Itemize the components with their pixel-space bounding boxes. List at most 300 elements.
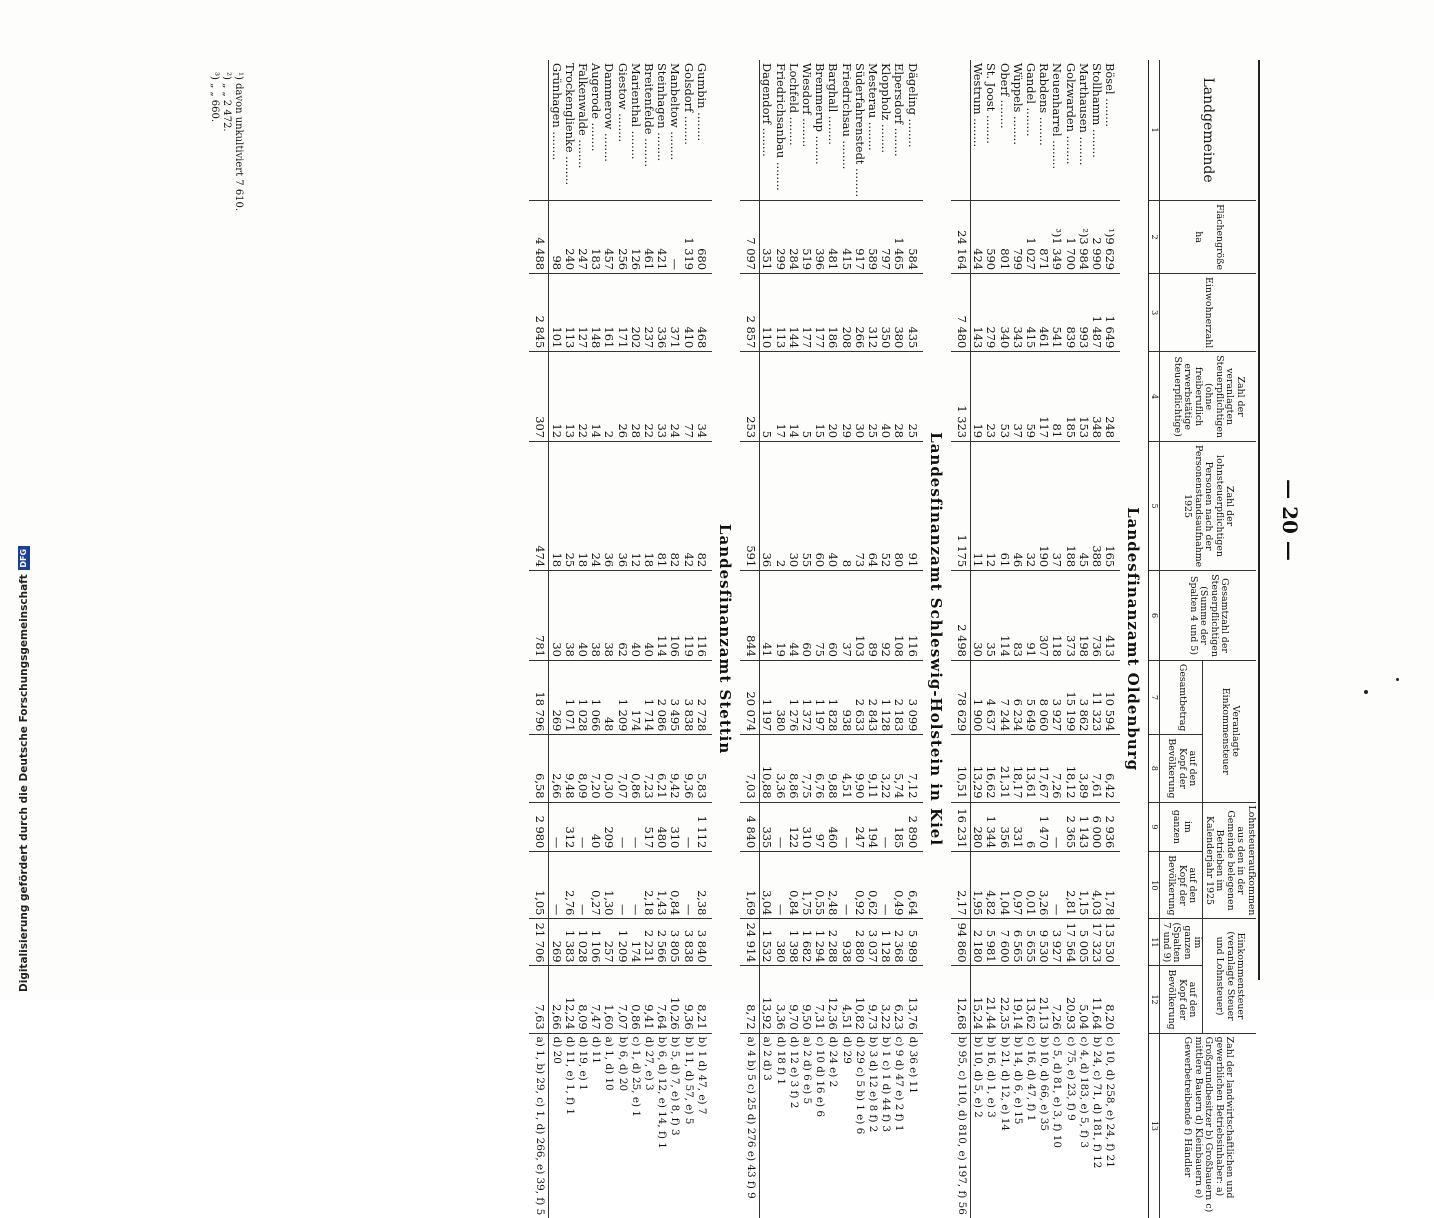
gemeinde-name-text: Manbeltow bbox=[668, 63, 683, 128]
table-cell: 0,92 bbox=[853, 852, 866, 919]
total-cell: 307 bbox=[529, 352, 549, 442]
table-cell: 18 bbox=[549, 441, 563, 570]
gemeinde-name bbox=[1077, 60, 1090, 201]
table-row bbox=[853, 60, 866, 1218]
table-cell: 481 bbox=[826, 201, 839, 274]
table-cell: 4,03 bbox=[1090, 852, 1103, 919]
gemeinde-name bbox=[892, 60, 905, 201]
leader-dots: ........ bbox=[786, 113, 801, 146]
table-cell: b) 5, d) 7, e) 8, f) 3 bbox=[668, 1033, 681, 1218]
table-cell: — bbox=[773, 852, 786, 919]
table-cell: 993 bbox=[1077, 274, 1090, 352]
header-flaeche-unit: ha bbox=[1193, 231, 1204, 243]
gemeinde-name bbox=[787, 60, 800, 201]
table-cell: 7,31 bbox=[813, 966, 826, 1033]
table-cell: — bbox=[576, 852, 589, 919]
leader-dots: ........ bbox=[1103, 94, 1118, 128]
table-cell: 266 bbox=[853, 274, 866, 352]
total-cell: 474 bbox=[529, 441, 549, 570]
leader-dots: ........ bbox=[602, 129, 617, 162]
table-cell: d) 20 bbox=[549, 1033, 563, 1218]
table-cell: — bbox=[839, 852, 852, 919]
section-heading-row bbox=[1120, 60, 1149, 1218]
table-cell: 310 bbox=[800, 802, 813, 852]
leader-dots: ........ bbox=[575, 135, 590, 169]
table-cell: 335 bbox=[760, 802, 774, 852]
table-cell: 15,24 bbox=[971, 966, 985, 1033]
table-cell: 7,07 bbox=[615, 966, 628, 1033]
table-row bbox=[1077, 60, 1090, 1218]
table-cell: 1,43 bbox=[655, 852, 668, 919]
table-cell: 356 bbox=[997, 802, 1010, 852]
table-cell: d) 11, e) 1, f) 1 bbox=[563, 1033, 576, 1218]
table-cell: 24 bbox=[589, 441, 602, 570]
table-cell: 799 bbox=[1011, 201, 1024, 274]
table-cell: 37 bbox=[1050, 441, 1063, 570]
table-body bbox=[529, 60, 1149, 1218]
table-cell: 126 bbox=[629, 201, 642, 274]
table-cell: 1 294 bbox=[813, 919, 826, 966]
table-cell: 17 323 bbox=[1090, 919, 1103, 966]
gemeinde-name-text: Golsdorf bbox=[681, 63, 696, 113]
table-cell: 153 bbox=[1077, 352, 1090, 442]
table-cell: 22 bbox=[576, 352, 589, 442]
table-cell: 421 bbox=[655, 201, 668, 274]
table-cell: 938 bbox=[839, 660, 852, 734]
table-row bbox=[629, 60, 642, 1218]
gemeinde-name bbox=[813, 60, 826, 201]
table-cell: c) 4, d) 183, e) 5, f) 3 bbox=[1077, 1033, 1090, 1218]
table-cell: 6,23 bbox=[892, 966, 905, 1033]
table-cell: 21,44 bbox=[984, 966, 997, 1033]
header-gesamtbetrag: Gesamtbetrag bbox=[1160, 660, 1203, 734]
table-cell: 1 276 bbox=[787, 660, 800, 734]
table-cell: 98 bbox=[549, 201, 563, 274]
table-cell: 1 532 bbox=[760, 919, 774, 966]
table-cell: 0,01 bbox=[1024, 852, 1037, 919]
table-cell: 11,64 bbox=[1090, 966, 1103, 1033]
table-cell: 312 bbox=[563, 802, 576, 852]
table-cell: 1 027 bbox=[1024, 201, 1037, 274]
table-cell: a) 2 d) 3 bbox=[760, 1033, 774, 1218]
gemeinde-name-text: Kloppholz bbox=[879, 63, 894, 121]
total-cell: 7 097 bbox=[740, 201, 760, 274]
table-cell: 350 bbox=[879, 274, 892, 352]
table-cell: 13,76 bbox=[905, 966, 922, 1033]
total-cell: 4 840 bbox=[740, 802, 760, 852]
table-cell: 17,67 bbox=[1037, 735, 1050, 802]
table-cell: 6,64 bbox=[905, 852, 922, 919]
table-cell: 82 bbox=[668, 441, 681, 570]
table-cell: 4,51 bbox=[839, 966, 852, 1033]
table-cell: ²)3 984 bbox=[1077, 201, 1090, 274]
table-cell: 7,07 bbox=[615, 735, 628, 802]
table-cell: b) 16, d) 1, e) 3 bbox=[984, 1033, 997, 1218]
gemeinde-name-text: Friedrichsanbau bbox=[773, 63, 788, 159]
table-row bbox=[1011, 60, 1024, 1218]
table-cell: 312 bbox=[866, 274, 879, 352]
leader-dots: ........ bbox=[615, 109, 630, 143]
table-cell: 3,22 bbox=[879, 735, 892, 802]
table-cell: 202 bbox=[629, 274, 642, 352]
gemeinde-name bbox=[879, 60, 892, 201]
table-cell: 2,38 bbox=[695, 852, 712, 919]
table-row bbox=[549, 60, 563, 1218]
table-cell: 183 bbox=[589, 201, 602, 274]
table-cell: 113 bbox=[563, 274, 576, 352]
total-cell: a) 1, b) 29, c) 1, d) 266, e) 39, f) 5 bbox=[529, 1033, 549, 1218]
rotated-sheet bbox=[4, 60, 1314, 1216]
table-cell: 22 bbox=[642, 352, 655, 442]
table-cell: 19 bbox=[971, 352, 985, 442]
leader-dots: ........ bbox=[1024, 103, 1039, 137]
leader-dots: ........ bbox=[1063, 131, 1078, 165]
table-cell: 2 bbox=[602, 352, 615, 442]
table-cell: — bbox=[1050, 852, 1063, 919]
table-cell: 4,51 bbox=[839, 735, 852, 802]
table-cell: 1 398 bbox=[787, 919, 800, 966]
table-cell: 9,70 bbox=[787, 966, 800, 1033]
table-top-rule bbox=[1258, 60, 1260, 980]
gemeinde-name-text: Marienthal bbox=[628, 63, 643, 127]
table-cell: 110 bbox=[760, 274, 774, 352]
table-cell: 3 927 bbox=[1050, 919, 1063, 966]
table-row bbox=[602, 60, 615, 1218]
table-cell: 75 bbox=[813, 571, 826, 661]
table-cell: 1,60 bbox=[602, 966, 615, 1033]
table-cell: 584 bbox=[905, 201, 922, 274]
table-cell: 127 bbox=[576, 274, 589, 352]
table-cell: 13,62 bbox=[1024, 966, 1037, 1033]
table-cell: 1 066 bbox=[589, 660, 602, 734]
table-cell: 2 231 bbox=[642, 919, 655, 966]
table-cell: 410 bbox=[681, 274, 694, 352]
gemeinde-name bbox=[1037, 60, 1050, 201]
table-cell: c) 10, d) 258, e) 24, f) 21 bbox=[1103, 1033, 1120, 1218]
table-cell: d) 19, e) 1 bbox=[576, 1033, 589, 1218]
section-title: Landesfinanzamt Stettin bbox=[716, 523, 735, 755]
gemeinde-name bbox=[1024, 60, 1037, 201]
table-cell: 2,81 bbox=[1063, 852, 1076, 919]
table-cell: 736 bbox=[1090, 571, 1103, 661]
total-cell: 1 175 bbox=[951, 441, 971, 570]
table-cell: 40 bbox=[642, 571, 655, 661]
statistics-table bbox=[529, 60, 1256, 1218]
table-cell: 2,66 bbox=[549, 735, 563, 802]
header-veranlagte: Zahl der veranlagten Steuerpflichtigen (ohne freiberuflich erwerbstätige Steuerpflichtige) bbox=[1160, 352, 1256, 442]
table-cell: 11 bbox=[971, 441, 985, 570]
leader-dots: ........ bbox=[628, 126, 643, 160]
leader-dots: ........ bbox=[839, 136, 854, 170]
table-cell: b) 24, c) 71, d) 181, f) 12 bbox=[1090, 1033, 1103, 1218]
table-cell: 119 bbox=[681, 571, 694, 661]
table-cell: 590 bbox=[984, 201, 997, 274]
table-cell: 1 112 bbox=[695, 802, 712, 852]
gemeinde-name-text: Wiesdorf bbox=[800, 63, 815, 115]
total-cell: 10,51 bbox=[951, 735, 971, 802]
digitization-footer-text: Digitalisierung gefördert durch die Deutsche Forschungsgemeinschaft bbox=[18, 574, 30, 992]
total-row bbox=[740, 60, 760, 1218]
table-cell: 52 bbox=[879, 441, 892, 570]
table-cell: 6 234 bbox=[1011, 660, 1024, 734]
table-cell: 284 bbox=[787, 201, 800, 274]
gemeinde-name-text: Grünhagen bbox=[549, 63, 564, 128]
table-cell: d) 29 c) 5 b) 1 e) 6 bbox=[853, 1033, 866, 1218]
table-cell: 0,27 bbox=[589, 852, 602, 919]
table-cell: b) 6, d) 12, e) 14, f) 1 bbox=[655, 1033, 668, 1218]
table-cell: 40 bbox=[879, 352, 892, 442]
table-cell: 2 180 bbox=[971, 919, 985, 966]
table-cell: 348 bbox=[1090, 352, 1103, 442]
table-cell: 10 594 bbox=[1103, 660, 1120, 734]
table-cell: 7,47 bbox=[589, 966, 602, 1033]
gemeinde-name bbox=[681, 60, 694, 201]
gemeinde-name bbox=[642, 60, 655, 201]
table-cell: 144 bbox=[787, 274, 800, 352]
leader-dots: ........ bbox=[681, 112, 696, 145]
table-row bbox=[655, 60, 668, 1218]
table-cell: 35 bbox=[984, 571, 997, 661]
table-cell: 190 bbox=[1037, 441, 1050, 570]
table-cell: 3 840 bbox=[695, 919, 712, 966]
gemeinde-name bbox=[615, 60, 628, 201]
total-cell: b) 95, c) 110, d) 810, e) 197, f) 56 bbox=[951, 1033, 971, 1218]
table-cell: 9 530 bbox=[1037, 919, 1050, 966]
column-number: 8 bbox=[1149, 735, 1160, 802]
table-cell: 5 bbox=[760, 352, 774, 442]
table-cell: 12 bbox=[549, 352, 563, 442]
table-cell: 2 990 bbox=[1090, 201, 1103, 274]
table-cell: d) 29 bbox=[839, 1033, 852, 1218]
table-cell: 5 bbox=[800, 352, 813, 442]
gemeinde-name bbox=[629, 60, 642, 201]
table-cell: 9,73 bbox=[866, 966, 879, 1033]
table-row bbox=[997, 60, 1010, 1218]
total-cell: 18 796 bbox=[529, 660, 549, 734]
table-cell: 185 bbox=[1063, 352, 1076, 442]
table-cell: 21,31 bbox=[997, 735, 1010, 802]
table-cell: 331 bbox=[1011, 802, 1024, 852]
table-cell: 9,88 bbox=[826, 735, 839, 802]
gemeinde-name bbox=[695, 60, 712, 201]
table-cell: 13 bbox=[563, 352, 576, 442]
table-row bbox=[1037, 60, 1050, 1218]
table-row bbox=[563, 60, 576, 1218]
column-number: 2 bbox=[1149, 201, 1160, 274]
table-cell: 310 bbox=[668, 802, 681, 852]
table-cell: 8,86 bbox=[787, 735, 800, 802]
table-cell: 7 244 bbox=[997, 660, 1010, 734]
table-cell: 15 199 bbox=[1063, 660, 1076, 734]
table-cell: 2 843 bbox=[866, 660, 879, 734]
table-cell: 122 bbox=[787, 802, 800, 852]
leader-dots: ........ bbox=[971, 114, 986, 148]
table-cell: 7,75 bbox=[800, 735, 813, 802]
table-cell: 2 880 bbox=[853, 919, 866, 966]
table-cell: 45 bbox=[1077, 441, 1090, 570]
table-cell: 0,62 bbox=[866, 852, 879, 919]
total-cell: 21 706 bbox=[529, 919, 549, 966]
table-cell: 81 bbox=[1050, 352, 1063, 442]
leader-dots: ........ bbox=[826, 112, 841, 145]
table-cell: 13 530 bbox=[1103, 919, 1120, 966]
table-cell: 589 bbox=[866, 201, 879, 274]
table-cell: 2 890 bbox=[905, 802, 922, 852]
table-cell: 8,20 bbox=[1103, 966, 1120, 1033]
table-cell: 336 bbox=[655, 274, 668, 352]
table-cell: 5,83 bbox=[695, 735, 712, 802]
table-cell: 97 bbox=[813, 802, 826, 852]
table-cell: 118 bbox=[1050, 571, 1063, 661]
table-cell: b) 3 d) 12 e) 8 f) 2 bbox=[866, 1033, 879, 1218]
table-cell: 82 bbox=[695, 441, 712, 570]
gemeinde-name-text: Süderfahrenstedt bbox=[852, 63, 867, 165]
header-group-einkommen-total: Einkommensteuer (veranlagte Steuer und Lohnsteuer) bbox=[1203, 919, 1256, 1033]
table-cell: 60 bbox=[826, 571, 839, 661]
header-gesamtzahl: Gesamtzahl der Steuerpflichtigen (Summe der Spalten 4 und 5) bbox=[1160, 571, 1256, 661]
table-cell: 1 714 bbox=[642, 660, 655, 734]
table-cell: 5 981 bbox=[984, 919, 997, 966]
total-cell: 253 bbox=[740, 352, 760, 442]
gemeinde-name-text: Golzwarden bbox=[1063, 63, 1078, 132]
column-number: 5 bbox=[1149, 441, 1160, 570]
gemeinde-name-text: Trockenglienke bbox=[562, 63, 577, 153]
table-cell: 1 143 bbox=[1077, 802, 1090, 852]
table-cell: 22,35 bbox=[997, 966, 1010, 1033]
table-cell: 44 bbox=[787, 571, 800, 661]
table-cell: a) 1, d) 10 bbox=[602, 1033, 615, 1218]
table-cell: 351 bbox=[760, 201, 774, 274]
table-cell: 269 bbox=[549, 660, 563, 734]
table-cell: 106 bbox=[668, 571, 681, 661]
gemeinde-name bbox=[839, 60, 852, 201]
gemeinde-name bbox=[1063, 60, 1076, 201]
total-cell: 94 860 bbox=[951, 919, 971, 966]
digitization-footer bbox=[18, 0, 32, 992]
table-cell: 10,82 bbox=[853, 966, 866, 1033]
leader-dots: ........ bbox=[1090, 125, 1105, 158]
table-cell: 247 bbox=[853, 802, 866, 852]
table-row bbox=[1063, 60, 1076, 1218]
table-row bbox=[642, 60, 655, 1218]
table-cell: 2 183 bbox=[892, 660, 905, 734]
table-cell: 380 bbox=[892, 274, 905, 352]
table-cell: 6 565 bbox=[1011, 919, 1024, 966]
table-cell: 2 288 bbox=[826, 919, 839, 966]
table-cell: 38 bbox=[602, 571, 615, 661]
table-cell: 1,15 bbox=[1077, 852, 1090, 919]
table-cell: 24 bbox=[668, 352, 681, 442]
table-cell: 14 bbox=[787, 352, 800, 442]
table-cell: 519 bbox=[800, 201, 813, 274]
table-cell: 5 655 bbox=[1024, 919, 1037, 966]
table-cell: 80 bbox=[892, 441, 905, 570]
header-im-ganzen-1: im ganzen bbox=[1160, 802, 1203, 852]
table-row bbox=[879, 60, 892, 1218]
table-cell: 3 838 bbox=[681, 660, 694, 734]
table-cell: 18,17 bbox=[1011, 735, 1024, 802]
gemeinde-name bbox=[800, 60, 813, 201]
table-cell: 37 bbox=[1011, 352, 1024, 442]
leader-dots: ........ bbox=[1037, 113, 1052, 146]
table-cell: 3 099 bbox=[905, 660, 922, 734]
table-cell: 12 bbox=[984, 441, 997, 570]
table-cell: 1,04 bbox=[997, 852, 1010, 919]
table-cell: 9,42 bbox=[668, 735, 681, 802]
table-cell: 26 bbox=[615, 352, 628, 442]
table-cell: 2 633 bbox=[853, 660, 866, 734]
header-flaeche bbox=[1160, 201, 1256, 274]
section-heading-row bbox=[923, 60, 951, 1218]
table-cell: 1 197 bbox=[813, 660, 826, 734]
gemeinde-name bbox=[1011, 60, 1024, 201]
table-cell: — bbox=[879, 802, 892, 852]
gemeinde-name bbox=[589, 60, 602, 201]
table-cell: b) 14, d) 6, e) 15 bbox=[1011, 1033, 1024, 1218]
total-cell bbox=[951, 60, 971, 201]
table-cell: 1 649 bbox=[1103, 274, 1120, 352]
table-cell: — bbox=[879, 852, 892, 919]
table-cell: 29 bbox=[839, 352, 852, 442]
table-cell: 0,55 bbox=[813, 852, 826, 919]
table-cell: 198 bbox=[1077, 571, 1090, 661]
table-cell: b) 10, d) 66, e) 35 bbox=[1037, 1033, 1050, 1218]
table-cell: 28 bbox=[629, 352, 642, 442]
table-cell: 9,41 bbox=[642, 966, 655, 1033]
table-cell: 938 bbox=[839, 919, 852, 966]
leader-dots: ........ bbox=[905, 114, 920, 148]
gemeinde-name-text: St. Joost bbox=[984, 63, 999, 112]
total-cell: 4 488 bbox=[529, 201, 549, 274]
table-cell: 143 bbox=[971, 274, 985, 352]
table-cell: 1,30 bbox=[602, 852, 615, 919]
header-im-ganzen-2: im ganzen (Spalten 7 und 9) bbox=[1160, 919, 1203, 966]
table-header bbox=[1149, 60, 1256, 1218]
table-cell: b) 21, d) 12, e) 14 bbox=[997, 1033, 1010, 1218]
table-cell: 11 323 bbox=[1090, 660, 1103, 734]
table-cell: c) 16, d) 47, f) 1 bbox=[1024, 1033, 1037, 1218]
header-lohnsteuer: Zahl der lohnsteuerpflichtigen Personen nach der Personenstandsaufnahme 1925 bbox=[1160, 441, 1256, 570]
table-cell: 3 495 bbox=[668, 660, 681, 734]
column-number: 7 bbox=[1149, 660, 1160, 734]
table-cell: 3 927 bbox=[1050, 660, 1063, 734]
footnote-1: ¹) davon unkultiviert 7 610. bbox=[233, 72, 244, 212]
table-cell: 8,09 bbox=[576, 735, 589, 802]
gemeinde-name-text: Elpersdorf bbox=[892, 63, 907, 125]
table-cell: 1 028 bbox=[576, 919, 589, 966]
table-cell: 1 828 bbox=[826, 660, 839, 734]
table-cell: — bbox=[576, 802, 589, 852]
table-cell: 2 728 bbox=[695, 660, 712, 734]
gemeinde-name bbox=[1090, 60, 1103, 201]
gemeinde-name bbox=[602, 60, 615, 201]
table-cell: 2 086 bbox=[655, 660, 668, 734]
table-cell: 6,76 bbox=[813, 735, 826, 802]
table-cell: 81 bbox=[655, 441, 668, 570]
footnotes bbox=[208, 72, 244, 211]
gemeinde-name bbox=[773, 60, 786, 201]
table-cell: 461 bbox=[642, 201, 655, 274]
table-cell: 457 bbox=[602, 201, 615, 274]
table-cell: d) 11 bbox=[589, 1033, 602, 1218]
table-cell: 64 bbox=[866, 441, 879, 570]
leader-dots: ........ bbox=[1010, 112, 1025, 145]
table-cell: 116 bbox=[905, 571, 922, 661]
table-cell: — bbox=[549, 852, 563, 919]
table-cell: 36 bbox=[602, 441, 615, 570]
gemeinde-name-text: Bremmerup bbox=[813, 63, 828, 132]
table-cell: 91 bbox=[1024, 571, 1037, 661]
